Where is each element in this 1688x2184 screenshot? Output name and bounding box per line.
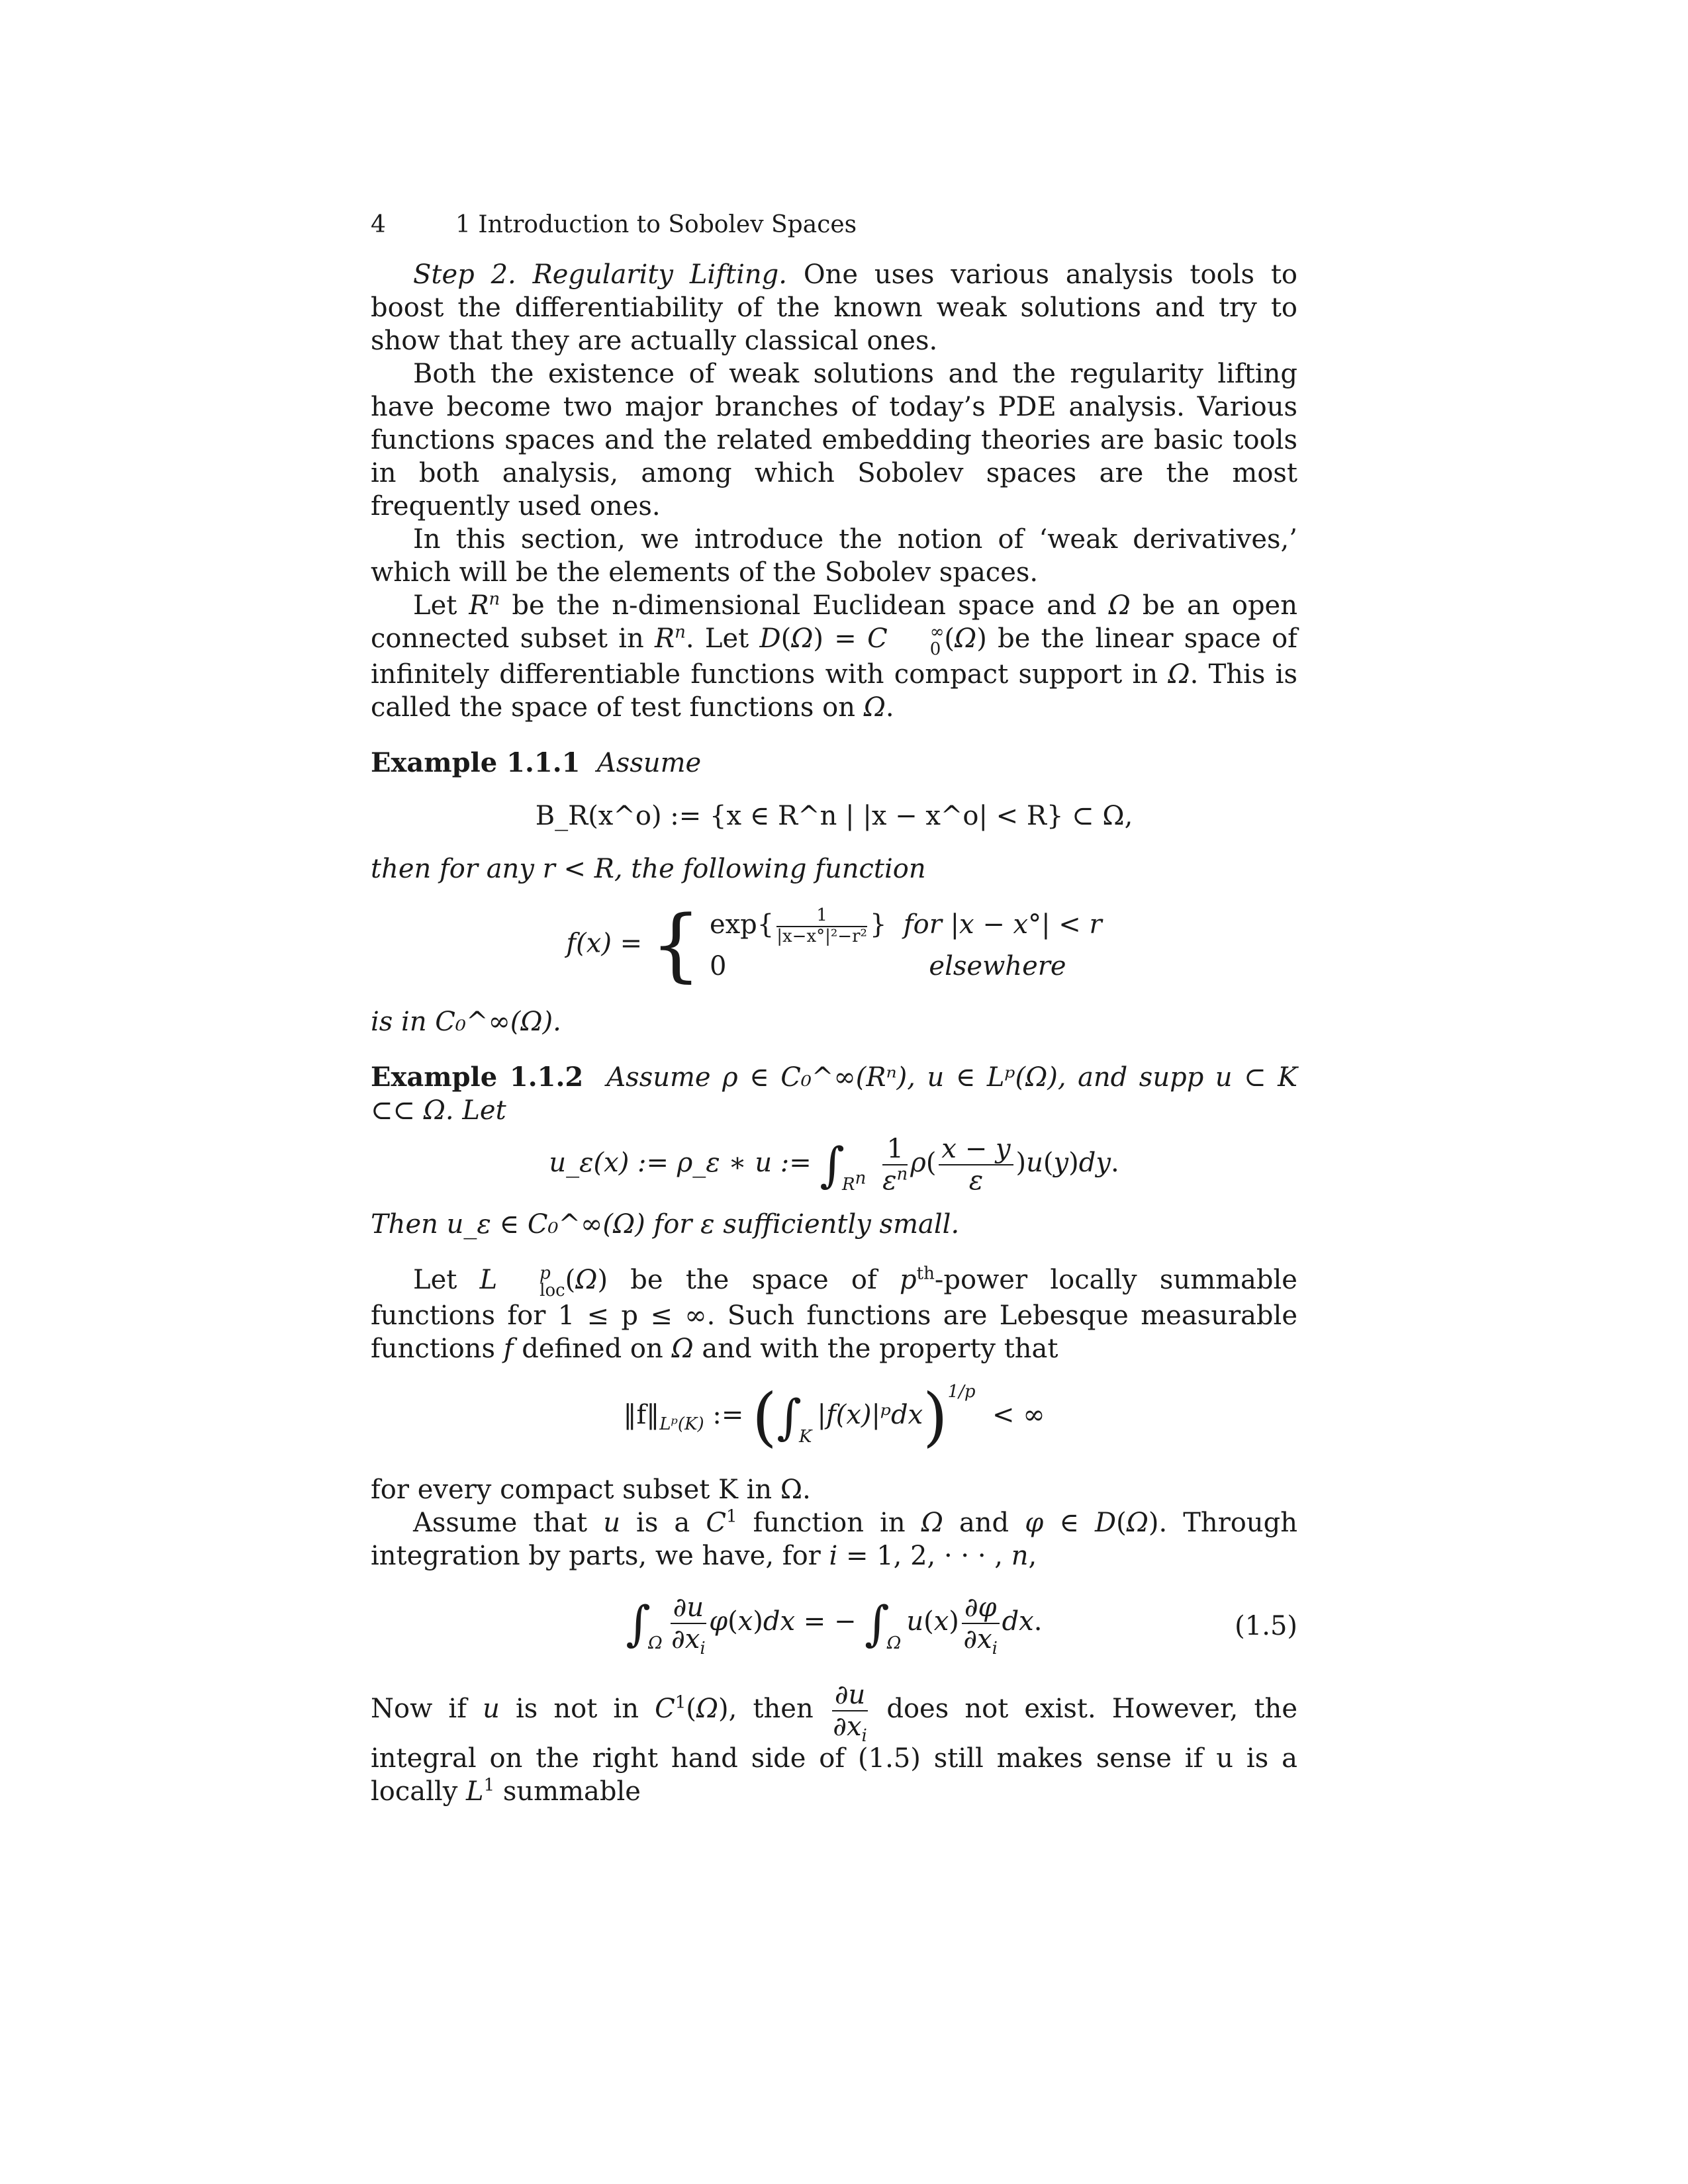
lp-norm-display: $‖f‖_{Lᵖ(K)}$ := $(\int_K|f(x)|ᵖdx)^{1/p}$ < ∞: [623, 1379, 1045, 1454]
paragraph-lp-loc: Let L p loc (Ω) be the space of $p^{th}$-power locally summable functions for 1 ≤ p ≤ ∞. Such functions are Lebesque measurable functions f defined on Ω and with the property that: [371, 1263, 1297, 1364]
bump-function: f(x) = { exp{ $\frac{1}{\text{|x−x°|²−r²}}$ } for |x − x°| < r 0 elsewhere: [566, 899, 1102, 991]
step-text: One uses various analysis tools to boost the differentiability of the known weak solutions and try to show that they are actually classical ones.: [371, 259, 1297, 356]
step-label: Step 2. Regularity Lifting.: [413, 259, 787, 290]
example-1-tail: is in C₀^∞(Ω).: [371, 1006, 561, 1037]
example-1-label: Example 1.1.1: [371, 747, 581, 778]
paragraph-step2: [371, 258, 1297, 357]
example-1-1-1: Example 1.1.1 Assume: [371, 747, 702, 778]
paragraph-integration-by-parts: Assume that u is a $C^1$ function in Ω and φ ∈ D(Ω). Through integration by parts, we have, for i = 1, 2, · · · , n,: [371, 1506, 1298, 1571]
example-2-label: Example 1.1.2: [371, 1061, 584, 1093]
paragraph-compact-subset: for every compact subset K in Ω.: [371, 1474, 811, 1505]
example-2-tail: Then u_ε ∈ C₀^∞(Ω) for ε sufficiently small.: [371, 1208, 960, 1240]
paragraph-pde-branches: Both the existence of weak solutions and the regularity lifting have become two major branches of today’s PDE analysis. Various functions spaces and the related embedding theories are basic tools in both analysis, among which Sobolev spaces are the most frequently used ones.: [371, 359, 1297, 522]
bump-cases: exp{ $\frac{1}{\text{|x−x°|²−r²}}$ } for |x − x°| < r 0 elsewhere: [709, 905, 1102, 981]
paragraph-weak-derivative-motivation: Now if u is not in $C^1(\Omega)$, then $\frac{\partial u}{\partial x_i}$ does not exist. However, the integral on the right hand side of (1.5) still makes sense if u is a locally $L^1$ summable: [371, 1679, 1297, 1807]
page-number: 4: [371, 211, 386, 238]
equation-1-5: $\int_\Omega$ $\frac{\partial u}{\partial x_i}$ φ(x)dx = − $\int_\Omega u(x)$ $\frac{\partial\varphi}{\partial x_i}$ dx. (1.5): [626, 1592, 1297, 1659]
example-1-mid: then for any r < R, the following function: [371, 854, 926, 884]
paragraph-weak-derivatives: In this section, we introduce the notion of ‘weak derivatives,’ which will be the elements of the Sobolev spaces.: [371, 524, 1297, 588]
mollifier-definition: u_ε(x) := ρ_ε ∗ u := $\int_{R^n}$ $\frac{1}{\varepsilon^n}$ ρ( $\frac{x - y}{\varepsilon}$ )u(y)dy.: [549, 1133, 1119, 1196]
running-title: 1 Introduction to Sobolev Spaces: [455, 211, 857, 238]
equation-number: (1.5): [1235, 1610, 1297, 1641]
paragraph-test-functions: Let $R^n$ be the n-dimensional Euclidean space and Ω be an open connected subset in $R^n$. Let D(Ω) = C ∞ 0 (Ω) be the linear space of infinitely differentiable functions with compact support in Ω. This is called the space of test functions on Ω.: [371, 589, 1297, 723]
page-body: [371, 258, 1297, 1808]
page-header: [371, 206, 1297, 244]
example-1-1-2: Example 1.1.2 Assume ρ ∈ C₀^∞(Rⁿ), u ∈ Lᵖ(Ω), and supp u ⊂ K ⊂⊂ Ω. Let: [371, 1061, 1297, 1126]
ball-definition: B_R(x^o) := {x ∈ R^n | |x − x^o| < R} ⊂ Ω,: [535, 801, 1133, 831]
